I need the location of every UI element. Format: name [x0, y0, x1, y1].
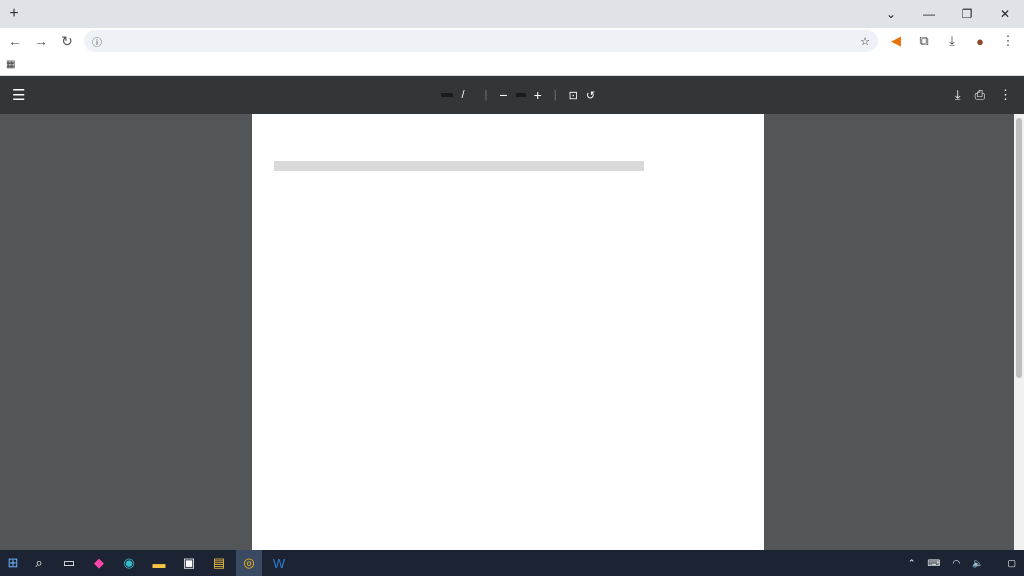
chevron-up-icon[interactable]: ⌃: [907, 557, 916, 568]
site-info-chip[interactable]: [92, 34, 105, 49]
minimize-button[interactable]: —: [923, 7, 935, 21]
tab-strip: [0, 0, 1024, 28]
store-icon[interactable]: ▣: [182, 555, 196, 570]
volume-icon[interactable]: 🔈: [972, 557, 984, 568]
edge-icon[interactable]: ◉: [123, 555, 135, 570]
profile-avatar[interactable]: ●: [976, 33, 984, 49]
rotate-icon[interactable]: ↺: [585, 89, 596, 102]
page-separator: /: [461, 89, 465, 101]
separator-line-2: |: [553, 89, 557, 101]
scrollbar[interactable]: [1014, 114, 1024, 550]
restore-button[interactable]: ❐: [961, 7, 973, 21]
mute-icon[interactable]: ◀: [891, 33, 901, 48]
separator-line: |: [484, 89, 488, 101]
forward-button[interactable]: →: [34, 33, 48, 49]
file-explorer-icon[interactable]: ▬: [152, 555, 166, 571]
wifi-icon[interactable]: ◠: [952, 557, 961, 568]
extensions-icon[interactable]: ⧉: [919, 33, 929, 48]
bookmark-star-icon[interactable]: ☆: [860, 35, 870, 48]
taskbar: [0, 550, 1024, 576]
reload-button[interactable]: ↻: [61, 32, 73, 49]
info-icon: ⓘ: [92, 37, 102, 49]
scrollbar-thumb[interactable]: [1016, 118, 1022, 378]
print-icon[interactable]: ⎙: [974, 87, 985, 102]
apps-icon[interactable]: ▦: [6, 59, 16, 70]
fit-page-icon[interactable]: ⊡: [568, 89, 578, 102]
pdf-download-icon[interactable]: ⤓: [954, 87, 961, 102]
toolbar: [0, 28, 1024, 54]
copilot-icon[interactable]: ◆: [94, 555, 104, 570]
pdf-more-icon[interactable]: ⋮: [999, 87, 1012, 102]
back-button[interactable]: ←: [8, 33, 22, 49]
bookmarks-bar: [0, 54, 1024, 76]
word-icon[interactable]: W: [272, 555, 286, 571]
start-icon[interactable]: ⊞: [7, 555, 19, 570]
menu-icon[interactable]: ⋮: [1001, 33, 1015, 48]
year-header-row: [274, 161, 644, 171]
search-icon[interactable]: ⌕: [35, 555, 43, 570]
new-tab-button[interactable]: +: [9, 5, 19, 22]
task-view-icon[interactable]: ▭: [62, 555, 76, 570]
zoom-in-button[interactable]: +: [533, 87, 542, 103]
pdf-menu-icon[interactable]: ☰: [12, 87, 26, 104]
download-icon[interactable]: ⤓: [949, 33, 955, 48]
language-icon[interactable]: ⌨: [927, 557, 941, 568]
zoom-out-button[interactable]: −: [499, 87, 508, 103]
notification-icon[interactable]: ▢: [1007, 557, 1016, 568]
photos-icon[interactable]: ▤: [212, 555, 226, 570]
tab-search-icon[interactable]: ⌄: [885, 7, 897, 21]
pdf-toolbar: [0, 76, 1024, 114]
pdf-page: [252, 114, 764, 550]
close-window-button[interactable]: ✕: [999, 7, 1011, 21]
page-number-input[interactable]: [441, 93, 453, 97]
address-bar[interactable]: [84, 30, 878, 52]
zoom-input[interactable]: [516, 93, 526, 97]
chrome-icon[interactable]: ◎: [236, 550, 262, 576]
